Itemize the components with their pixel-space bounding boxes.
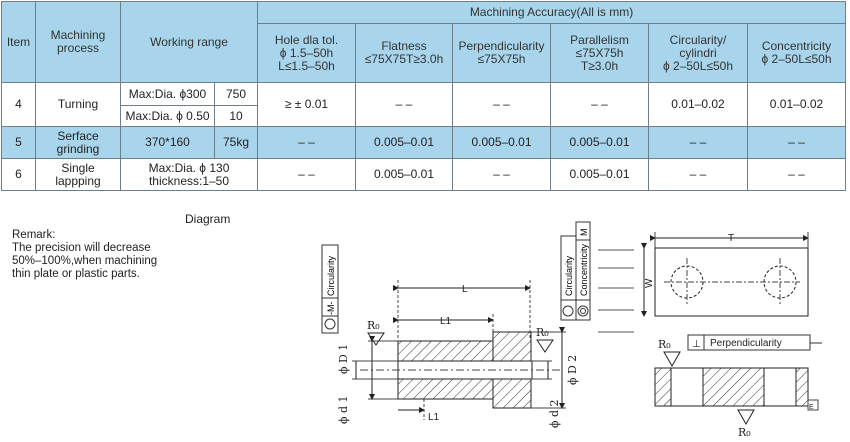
row5-hole: – – xyxy=(258,127,356,159)
label-R0-bottom: R₀ xyxy=(738,426,751,439)
header-flatness-line1: Flatness xyxy=(381,39,427,53)
label-R0-left: R₀ xyxy=(367,319,380,332)
label-L1-bottom: L1 xyxy=(428,412,440,423)
label-D2: ϕ D 2 xyxy=(566,354,579,385)
row5-circularity: – – xyxy=(649,127,748,159)
roughness-symbol-bottom-icon xyxy=(738,410,754,424)
row4-perpendicularity: – – xyxy=(453,83,551,127)
dimension-L1-bottom xyxy=(398,399,440,423)
label-T: T xyxy=(728,233,735,244)
label-d2: ϕ d 2 xyxy=(548,399,561,428)
perpendicularity-tag xyxy=(688,335,822,350)
label-d1: ϕ d 1 xyxy=(337,395,350,424)
header-conc-line1: Concentricity xyxy=(761,39,832,53)
label-D1: ϕ D 1 xyxy=(337,343,350,374)
row6-flatness: 0.005–0.01 xyxy=(356,159,453,191)
row4-hole: ≥ ± 0.01 xyxy=(258,83,356,127)
header-perp-line2: ≤75X75h xyxy=(477,52,526,66)
guide-lines xyxy=(598,250,634,332)
row4-range-b-value: 10 xyxy=(215,106,258,127)
dimension-D2-d2 xyxy=(531,332,579,428)
header-par-line1: Parallelism xyxy=(570,32,629,47)
header-accuracy-group: Machining Accuracy(All is mm) xyxy=(258,2,846,24)
tolerance-tag-right xyxy=(561,222,590,320)
row4-range-b-label: Max:Dia. ϕ 0.50 xyxy=(121,106,215,127)
m-dash-label: -M- xyxy=(326,301,336,315)
label-L: L xyxy=(462,284,468,295)
row5-range-value: 75kg xyxy=(215,127,258,159)
row6-item: 6 xyxy=(2,159,36,191)
remark-text: Remark: The precision will decrease 50%–100%,when machining thin plate or plastic parts. xyxy=(12,229,158,280)
roughness-symbol-plate-icon xyxy=(664,352,680,366)
row4-circularity: 0.01–0.02 xyxy=(649,83,748,127)
dimension-L xyxy=(398,280,530,338)
header-par-line3: T≥3.0h xyxy=(580,58,619,73)
dimension-L1-top xyxy=(398,314,493,340)
header-working-range: Working range xyxy=(121,2,258,83)
row5-parallelism: 0.005–0.01 xyxy=(551,127,649,159)
row4-process: Turning xyxy=(36,83,121,127)
label-R0-plate: R₀ xyxy=(658,338,671,351)
header-circ-line2: cylindri xyxy=(679,45,717,60)
plate-top-view xyxy=(644,232,808,316)
row6-range-line2: thickness:1–50 xyxy=(148,173,230,188)
row4-flatness: – – xyxy=(356,83,453,127)
header-hole-line1: Hole dla tol. xyxy=(274,32,339,47)
row5-flatness: 0.005–0.01 xyxy=(356,127,453,159)
datum-E-label: E xyxy=(809,404,814,411)
concentricity-label: Concentricity xyxy=(579,243,589,296)
header-perp-line1: Perpendicularity xyxy=(458,39,545,53)
roughness-symbol-left-icon xyxy=(368,333,384,345)
row5-concentricity: – – xyxy=(748,127,846,159)
turned-part-drawing xyxy=(360,332,560,408)
row4-range-a-value: 750 xyxy=(215,83,258,106)
row4-parallelism: – – xyxy=(551,83,649,127)
concentricity-inner-icon xyxy=(581,309,586,314)
row5-item: 5 xyxy=(2,127,36,159)
header-hole-line2: ϕ 1.5–50h xyxy=(279,45,334,60)
row5-perpendicularity: 0.005–0.01 xyxy=(453,127,551,159)
header-process-text: Machining process xyxy=(50,28,106,55)
row6-process-line2: lappping xyxy=(55,173,101,188)
row5-process-line1: Serface xyxy=(57,128,99,143)
circularity-label-right: Circularity xyxy=(564,255,574,296)
label-L1-top: L1 xyxy=(440,316,452,327)
row5-range-label: 370*160 xyxy=(121,127,215,159)
header-circ-line1: Circularity/ xyxy=(669,32,727,47)
label-R0-right: R₀ xyxy=(536,326,549,339)
row4-concentricity: 0.01–0.02 xyxy=(748,83,846,127)
header-circ-line3: ϕ 2–50L≤50h xyxy=(662,58,734,73)
row6-parallelism: 0.005–0.01 xyxy=(551,159,649,191)
header-par-line2: ≤75X75h xyxy=(575,45,624,60)
label-W: W xyxy=(644,278,655,288)
row4-item: 4 xyxy=(2,83,36,127)
row6-hole: – – xyxy=(258,159,356,191)
row4-range-a-label: Max:Dia. ϕ300 xyxy=(121,83,215,106)
row6-process-line1: Single xyxy=(61,160,95,175)
diagram-title: Diagram xyxy=(185,212,231,226)
perpendicularity-label: Perpendicularity xyxy=(710,338,782,349)
perpendicular-symbol-icon: ⊥ xyxy=(692,339,701,350)
circularity-right-icon xyxy=(563,306,573,316)
row6-perpendicularity: – – xyxy=(453,159,551,191)
circularity-tag-left xyxy=(322,245,338,333)
header-conc-line2: ϕ 2–50L≤50h xyxy=(761,52,832,66)
header-item: Item xyxy=(2,2,36,83)
roughness-symbol-right-icon xyxy=(537,340,553,352)
circularity-label-left: Circularity xyxy=(326,255,336,296)
m-label: M xyxy=(579,228,589,236)
row6-concentricity: – – xyxy=(748,159,846,191)
row6-circularity: – – xyxy=(649,159,748,191)
header-hole-line3: L≤1.5–50h xyxy=(278,58,335,73)
dimension-D1-d1 xyxy=(337,341,398,424)
row5-process-line2: grinding xyxy=(56,141,100,156)
circularity-symbol-icon xyxy=(325,319,335,329)
header-flatness-line2: ≤75X75T≥3.0h xyxy=(364,52,444,66)
plate-section-view xyxy=(655,368,818,411)
row6-range-line1: Max:Dia. ϕ 130 xyxy=(148,160,230,175)
